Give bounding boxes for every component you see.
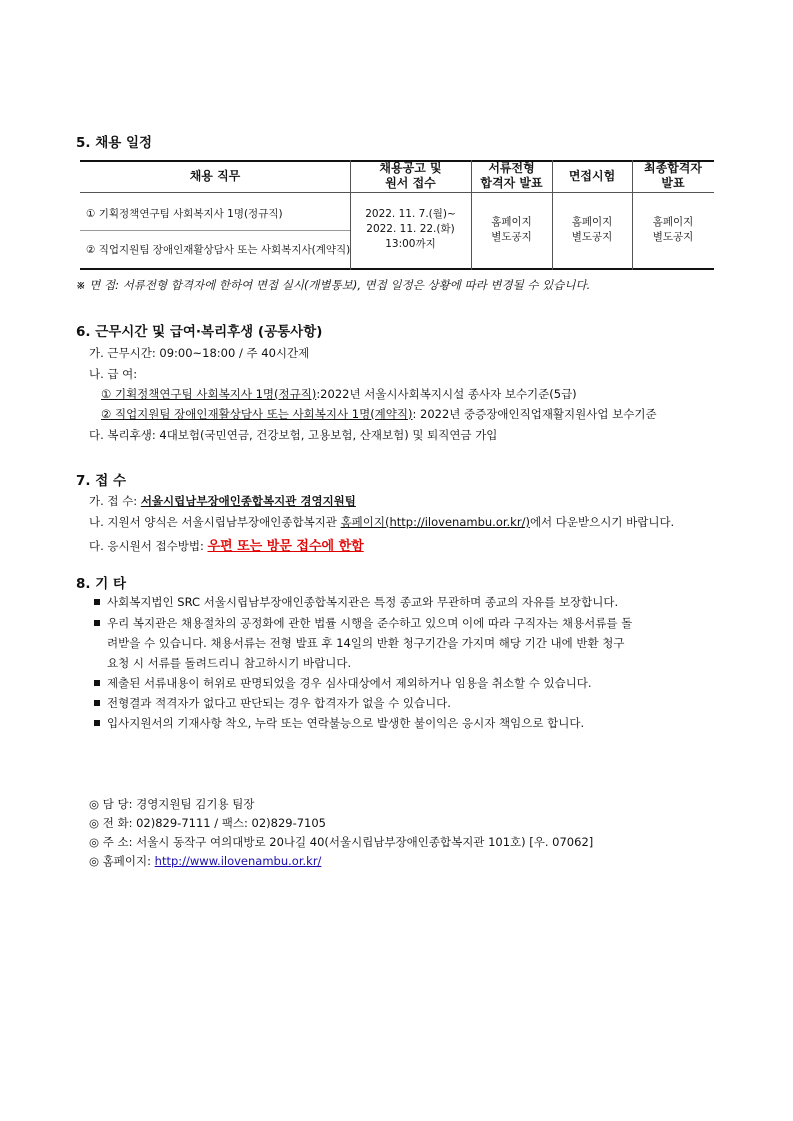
homepage-link[interactable]: 홈페이지(http://ilovenambu.or.kr/) [340,515,530,529]
bullet-icon [94,620,100,626]
apply-form-prefix: 나. 지원서 양식은 서울시립남부장애인종합복지관 [89,515,341,529]
header-period: 채용공고 및 원서 접수 [379,161,442,190]
contact-phone: ◎ 전 화: 02)829-7111 / 팩스: 02)829-7105 [89,816,326,830]
work-hours: 가. 근무시간: 09:00~18:00 / 주 40시간제 [89,346,310,360]
contact-manager: ◎ 담 당: 경영지원팀 김기용 팀장 [89,797,255,811]
etc-item-2-line2: 려받을 수 있습니다. 채용서류는 전형 발표 후 14일의 반환 청구기간을 가지며 해당 기간 내에 반환 청구 [107,636,625,650]
apply-place-value: 서울시립남부장애인종합복지관 경영지원팀 [140,494,356,508]
contact-homepage-link[interactable]: http://www.ilovenambu.or.kr/ [154,854,322,868]
header-final-result: 최종합격자 발표 [644,161,702,190]
interview-cell: 홈페이지 별도공지 [571,216,613,243]
apply-place [89,493,356,509]
apply-method-value: 우편 또는 방문 접수에 한함 [207,539,364,554]
etc-item-3: 제출된 서류내용이 허위로 판명되었을 경우 심사대상에서 제외하거나 임용을 취소할 수 있습니다. [107,676,592,690]
final-result-cell: 홈페이지 별도공지 [652,216,694,243]
etc-item-4: 전형결과 적격자가 없다고 판단되는 경우 합격자가 없을 수 있습니다. [107,696,451,710]
contact-address: ◎ 주 소: 서울시 동작구 여의대방로 20나길 40(서울시립남부장애인종합복지관 101호) [우. 07062] [89,835,594,849]
apply-method [89,535,364,554]
header-job-text: 채용 직무 [189,169,241,183]
etc-item-5: 입사지원서의 기재사항 착오, 누락 또는 연락불능으로 발생한 불이익은 응시자 책임으로 합니다. [107,716,585,730]
schedule-table [80,160,714,270]
bullet-icon [94,599,100,605]
section6-title: 6. 근무시간 및 급여·복리후생 (공통사항) [76,324,323,340]
pay-item-2 [101,406,657,422]
apply-place-label: 가. 접 수: [89,494,141,508]
header-doc-result: 서류전형 합격자 발표 [480,161,543,190]
pay-item-2-position: ② 직업지원팀 장애인재활상담사 또는 사회복지사 1명(계약직) [101,407,413,421]
job-item-1: ① 기획정책연구팀 사회복지사 1명(정규직) [86,208,283,220]
pay-item-1-position: ① 기획정책연구팀 사회복지사 1명(정규직) [101,387,317,401]
period-cell: 2022. 11. 7.(월)~ 2022. 11. 22.(화) 13:00까지 [365,208,456,250]
bullet-icon [94,720,100,726]
bullet-icon [94,680,100,686]
etc-item-2-line3: 요청 시 서류를 돌려드리니 참고하시기 바랍니다. [107,656,352,670]
section8-title: 8. 기 타 [76,576,127,592]
contact-homepage [89,853,321,869]
welfare: 다. 복리후생: 4대보험(국민연금, 건강보험, 고용보험, 산재보험) 및 퇴직연금 가입 [89,428,498,442]
interview-note: ※ 면 접: 서류전형 합격자에 한하여 면접 실시(개별통보), 면접 일정은 상황에 따라 변경될 수 있습니다. [76,278,591,292]
apply-form [89,514,674,530]
pay-label: 나. 급 여: [89,367,138,381]
header-job [80,169,350,184]
header-interview: 면접시험 [568,169,616,183]
pay-item-1-standard: :2022년 서울시사회복지시설 종사자 보수기준(5급) [316,387,577,401]
apply-method-label: 다. 응시원서 접수방법: [89,539,208,553]
doc-result-cell: 홈페이지 별도공지 [491,216,532,243]
job-item-2: ② 직업지원팀 장애인재활상담사 또는 사회복지사(계약직) [86,244,351,256]
pay-item-2-standard: : 2022년 중증장애인직업재활지원사업 보수기준 [412,407,657,421]
bullet-icon [94,700,100,706]
contact-homepage-label: ◎ 홈페이지: [89,854,155,868]
pay-item-1 [101,386,577,402]
etc-item-2-line1: 우리 복지관은 채용절차의 공정화에 관한 법률 시행을 준수하고 있으며 이에 따라 구직자는 채용서류를 돌 [107,616,633,630]
etc-item-1: 사회복지법인 SRC 서울시립남부장애인종합복지관은 특정 종교와 무관하며 종교의 자유를 보장합니다. [107,595,619,609]
section5-title: 5. 채용 일정 [76,135,153,151]
section7-title: 7. 접 수 [76,473,127,489]
apply-form-suffix: 에서 다운받으시기 바랍니다. [529,515,675,529]
